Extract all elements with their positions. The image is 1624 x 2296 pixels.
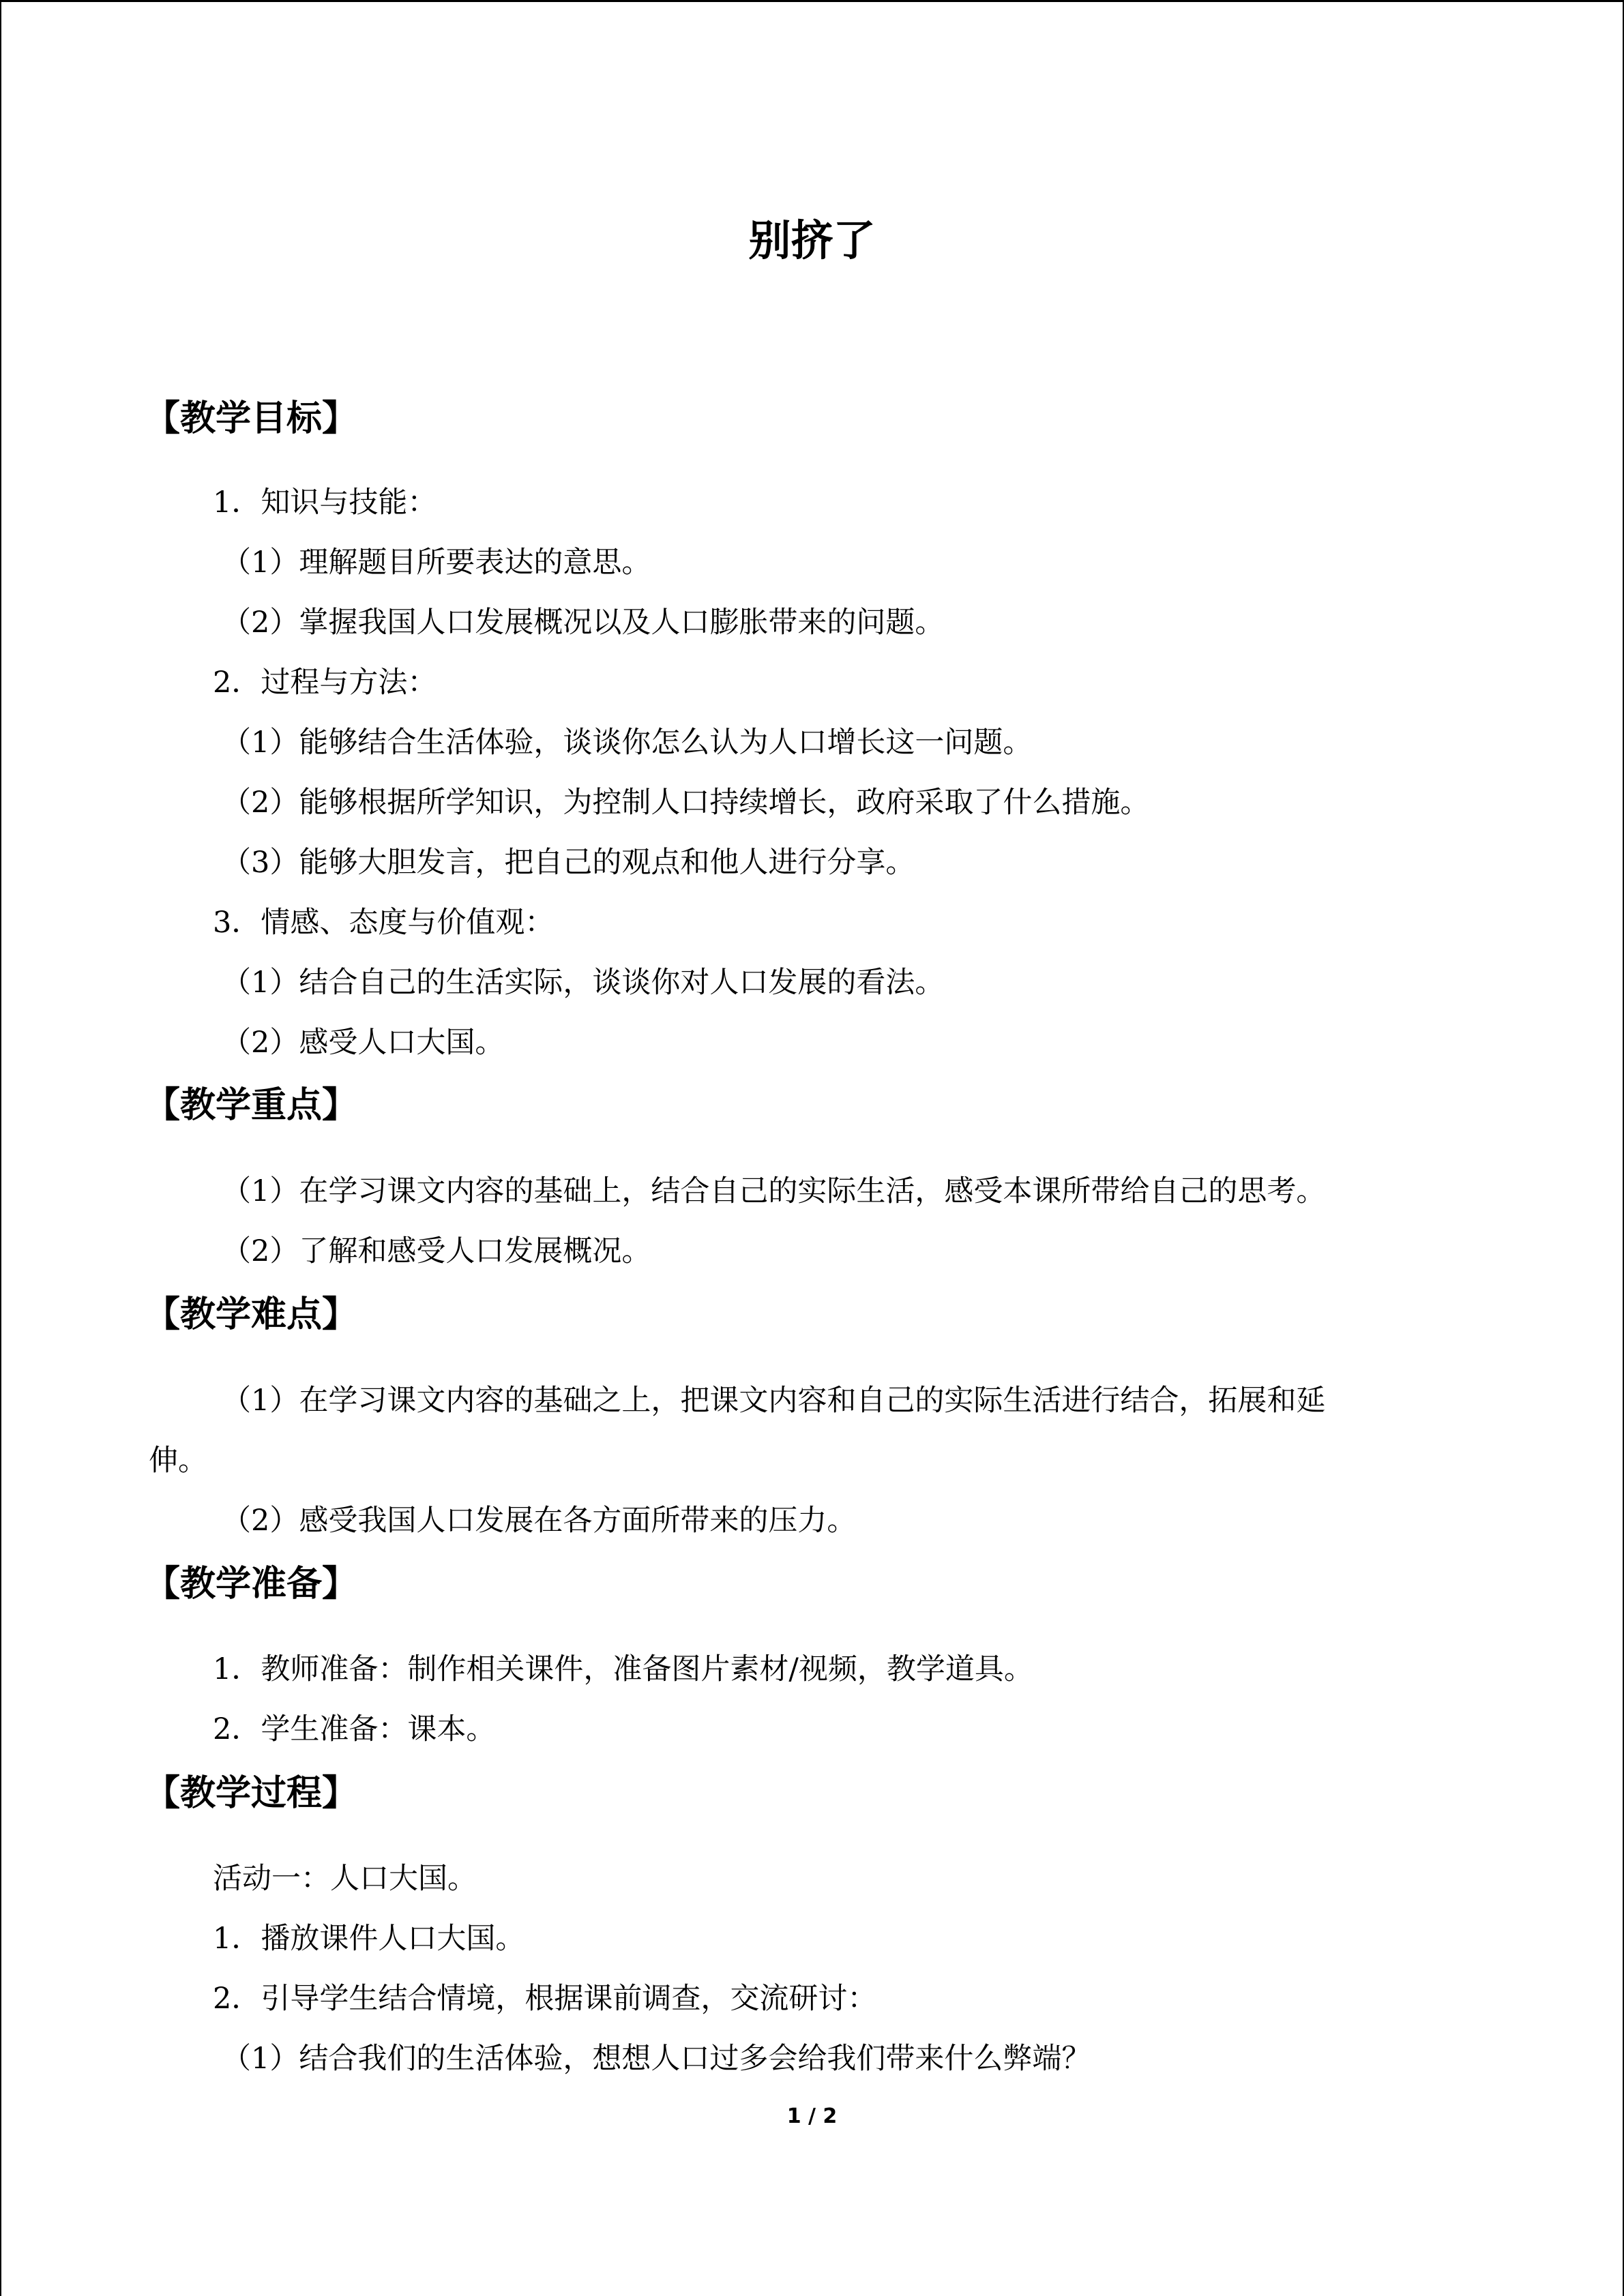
objectives-line: 3．情感、态度与价值观： [213,906,555,940]
objectives-line: 1．知识与技能： [213,486,437,520]
key-points-line: （1）在学习课文内容的基础上，结合自己的实际生活，感受本课所带给自己的思考。 [222,1174,1326,1208]
document-title: 别挤了 [748,215,876,265]
process-line: 2．引导学生结合情境，根据课前调查，交流研讨： [213,1982,877,2016]
heading-preparation: 【教学准备】 [145,1564,358,1605]
process-line: （1）结合我们的生活体验，想想人口过多会给我们带来什么弊端？ [222,2042,1091,2076]
process-line: 活动一：人口大国。 [213,1862,477,1896]
page-number: 1 / 2 [786,2104,838,2128]
objectives-line: （2）能够根据所学知识，为控制人口持续增长，政府采取了什么措施。 [222,786,1150,820]
heading-key-points: 【教学重点】 [145,1085,358,1126]
heading-process: 【教学过程】 [145,1773,358,1814]
objectives-line: （2）掌握我国人口发展概况以及人口膨胀带来的问题。 [222,606,945,640]
preparation-line: 2．学生准备：课本。 [213,1712,496,1746]
objectives-line: 2．过程与方法： [213,666,437,700]
difficulties-line: （2）感受我国人口发展在各方面所带来的压力。 [222,1504,857,1538]
objectives-line: （1）结合自己的生活实际，谈谈你对人口发展的看法。 [222,966,945,1000]
process-line: 1．播放课件人口大国。 [213,1922,525,1956]
preparation-line: 1．教师准备：制作相关课件，准备图片素材/视频，教学道具。 [213,1652,1033,1686]
objectives-line: （1）理解题目所要表达的意思。 [222,546,651,580]
objectives-line: （1）能够结合生活体验，谈谈你怎么认为人口增长这一问题。 [222,726,1033,760]
heading-difficulties: 【教学难点】 [145,1294,358,1335]
difficulties-line: （1）在学习课文内容的基础之上，把课文内容和自己的实际生活进行结合，拓展和延 [222,1384,1326,1418]
objectives-line: （3）能够大胆发言，把自己的观点和他人进行分享。 [222,846,915,880]
key-points-line: （2）了解和感受人口发展概况。 [222,1234,651,1268]
heading-objectives: 【教学目标】 [145,398,358,439]
objectives-line: （2）感受人口大国。 [222,1026,505,1060]
difficulties-line-continued: 伸。 [149,1444,207,1478]
